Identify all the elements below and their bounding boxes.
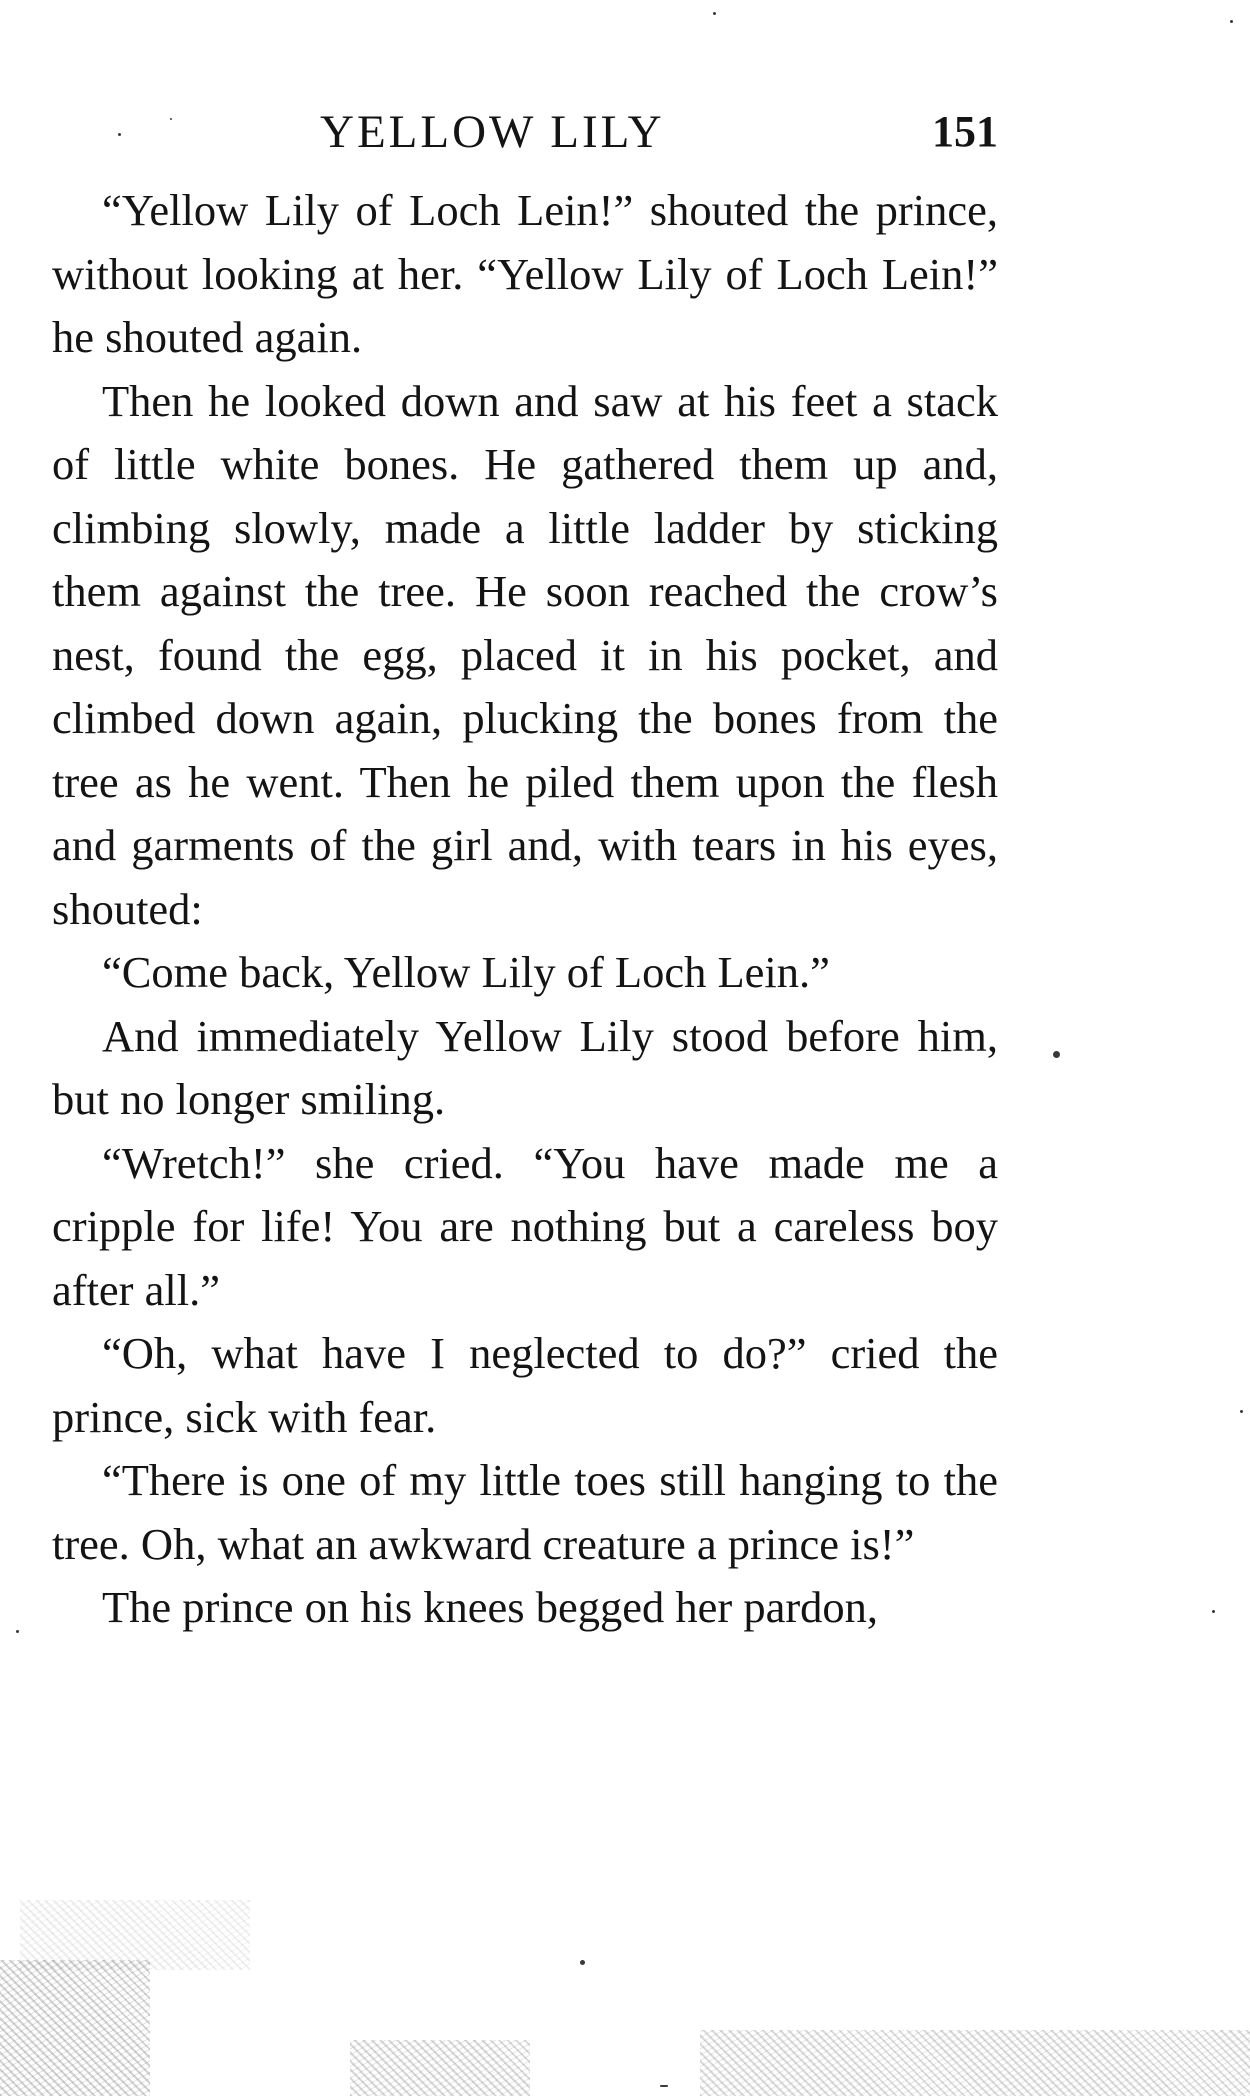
scan-smudge bbox=[700, 2030, 1250, 2096]
scan-speck bbox=[713, 12, 716, 15]
scan-speck bbox=[580, 1960, 585, 1965]
scan-speck bbox=[1212, 1610, 1215, 1613]
paragraph: “Oh, what have I neglected to do?” cried the prince, sick with fear. bbox=[52, 1328, 998, 1442]
running-title: YELLOW LILY bbox=[320, 106, 665, 158]
paragraph: “There is one of my little toes still hanging to the tree. Oh, what an awkward creature a prince is!” bbox=[52, 1455, 998, 1569]
scan-smudge bbox=[350, 2040, 530, 2096]
scan-smudge bbox=[20, 1900, 250, 1970]
scan-speck bbox=[660, 2085, 668, 2087]
scan-speck bbox=[1230, 20, 1233, 23]
page-number: 151 bbox=[932, 107, 998, 156]
scan-speck bbox=[170, 118, 172, 120]
scan-speck bbox=[1053, 1051, 1060, 1058]
scan-speck bbox=[16, 1630, 19, 1633]
paragraph: “Wretch!” she cried. “You have made me a cripple for life! You are nothing but a careless boy after all.” bbox=[52, 1137, 998, 1315]
scan-speck bbox=[1240, 1410, 1243, 1413]
running-head bbox=[52, 100, 998, 164]
paragraph: “Come back, Yellow Lily of Loch Lein.” bbox=[102, 947, 830, 997]
scan-smudge bbox=[0, 1960, 150, 2096]
paragraph: Then he looked down and saw at his feet a stack of little white bones. He gathered them up and, climbing slowly, made a little ladder by sticking them against the tree. He soon reached the crow’s nest, found the egg, placed it in his pocket, and climbed down again, plucking the bones from the tree as he went. Then he piled them upon the flesh and garments of the girl and, with tears in his eyes, shouted: bbox=[52, 375, 998, 934]
paragraph: And immediately Yellow Lily stood before him, but no longer smiling. bbox=[52, 1010, 998, 1124]
scan-speck bbox=[118, 133, 121, 136]
paragraph: “Yellow Lily of Loch Lein!” shouted the prince, without looking at her. “Yellow Lily of Loch Lein!” he shouted again. bbox=[52, 185, 998, 362]
paragraph: The prince on his knees begged her pardon, bbox=[102, 1582, 879, 1632]
body-text bbox=[52, 179, 998, 1640]
